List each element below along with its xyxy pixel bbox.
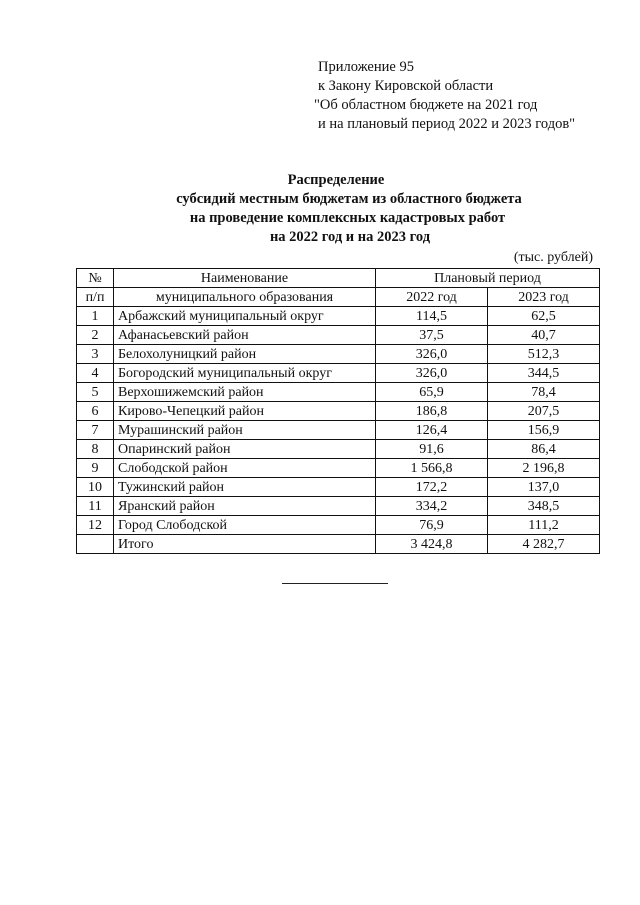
appendix-line-3: "Об областном бюджете на 2021 год bbox=[314, 97, 538, 113]
row-value-2023: 62,5 bbox=[488, 307, 600, 326]
table-row bbox=[77, 345, 600, 364]
document-title bbox=[0, 171, 640, 247]
row-value-2023: 512,3 bbox=[488, 345, 600, 364]
row-value-2022: 326,0 bbox=[376, 364, 488, 383]
row-value-2023: 344,5 bbox=[488, 364, 600, 383]
row-value-2022: 326,0 bbox=[376, 345, 488, 364]
row-value-2022: 126,4 bbox=[376, 421, 488, 440]
table-row bbox=[77, 440, 600, 459]
table-row bbox=[77, 383, 600, 402]
title-line-1: Распределение bbox=[287, 172, 385, 188]
row-name: Мурашинский район bbox=[114, 421, 376, 440]
table-row bbox=[77, 421, 600, 440]
row-name: Тужинский район bbox=[114, 478, 376, 497]
row-value-2023: 156,9 bbox=[488, 421, 600, 440]
row-name: Арбажский муниципальный округ bbox=[114, 307, 376, 326]
header-year-2022: 2022 год bbox=[376, 288, 488, 307]
total-num bbox=[77, 535, 114, 554]
row-num: 9 bbox=[77, 459, 114, 478]
header-name-sub: муниципального образования bbox=[114, 288, 376, 307]
row-name: Опаринский район bbox=[114, 440, 376, 459]
row-value-2023: 86,4 bbox=[488, 440, 600, 459]
title-line-4: на 2022 год и на 2023 год bbox=[269, 229, 431, 245]
row-name: Город Слободской bbox=[114, 516, 376, 535]
end-divider bbox=[282, 583, 388, 584]
row-num: 12 bbox=[77, 516, 114, 535]
row-num: 5 bbox=[77, 383, 114, 402]
header-num-sub: п/п bbox=[77, 288, 114, 307]
header-name-label: Наименование bbox=[200, 270, 289, 286]
row-num: 1 bbox=[77, 307, 114, 326]
subsidy-table bbox=[76, 268, 600, 554]
table-row bbox=[77, 516, 600, 535]
title-line-2: субсидий местным бюджетам из областного бюджета bbox=[176, 191, 522, 207]
units-label: (тыс. рублей) bbox=[513, 250, 593, 265]
table-header-row bbox=[77, 269, 600, 288]
appendix-line-2: к Закону Кировской области bbox=[318, 78, 494, 94]
table-row bbox=[77, 459, 600, 478]
row-value-2022: 114,5 bbox=[376, 307, 488, 326]
row-num: 10 bbox=[77, 478, 114, 497]
row-value-2023: 2 196,8 bbox=[488, 459, 600, 478]
row-name: Слободской район bbox=[114, 459, 376, 478]
row-value-2022: 65,9 bbox=[376, 383, 488, 402]
header-year-2023: 2023 год bbox=[488, 288, 600, 307]
table-row bbox=[77, 478, 600, 497]
row-value-2022: 91,6 bbox=[376, 440, 488, 459]
row-value-2023: 348,5 bbox=[488, 497, 600, 516]
row-num: 7 bbox=[77, 421, 114, 440]
total-2022: 3 424,8 bbox=[376, 535, 488, 554]
row-name: Афанасьевский район bbox=[114, 326, 376, 345]
row-value-2022: 37,5 bbox=[376, 326, 488, 345]
header-num bbox=[77, 269, 114, 288]
row-name: Яранский район bbox=[114, 497, 376, 516]
row-name: Кирово-Чепецкий район bbox=[114, 402, 376, 421]
row-value-2022: 76,9 bbox=[376, 516, 488, 535]
appendix-line-4: и на плановый период 2022 и 2023 годов" bbox=[318, 116, 576, 132]
row-name: Верхошижемский район bbox=[114, 383, 376, 402]
row-name: Богородский муниципальный округ bbox=[114, 364, 376, 383]
table-row bbox=[77, 326, 600, 345]
row-num: 8 bbox=[77, 440, 114, 459]
row-value-2022: 334,2 bbox=[376, 497, 488, 516]
table-row bbox=[77, 307, 600, 326]
header-period: Плановый период bbox=[376, 269, 600, 288]
table-row bbox=[77, 364, 600, 383]
row-num: 4 bbox=[77, 364, 114, 383]
total-2023: 4 282,7 bbox=[488, 535, 600, 554]
header-num-label: № bbox=[88, 270, 102, 286]
row-num: 6 bbox=[77, 402, 114, 421]
total-label: Итого bbox=[114, 535, 376, 554]
title-line-3: на проведение комплексных кадастровых работ bbox=[189, 210, 506, 226]
row-value-2022: 1 566,8 bbox=[376, 459, 488, 478]
table-body bbox=[77, 307, 600, 535]
row-value-2023: 137,0 bbox=[488, 478, 600, 497]
table-row bbox=[77, 497, 600, 516]
row-value-2022: 172,2 bbox=[376, 478, 488, 497]
row-value-2023: 40,7 bbox=[488, 326, 600, 345]
table-total-row bbox=[77, 535, 600, 554]
appendix-note bbox=[314, 58, 576, 134]
row-name: Белохолуницкий район bbox=[114, 345, 376, 364]
header-name bbox=[114, 269, 376, 288]
row-num: 2 bbox=[77, 326, 114, 345]
row-value-2022: 186,8 bbox=[376, 402, 488, 421]
row-num: 11 bbox=[77, 497, 114, 516]
row-num: 3 bbox=[77, 345, 114, 364]
table-subheader-row bbox=[77, 288, 600, 307]
row-value-2023: 111,2 bbox=[488, 516, 600, 535]
row-value-2023: 207,5 bbox=[488, 402, 600, 421]
row-value-2023: 78,4 bbox=[488, 383, 600, 402]
table-row bbox=[77, 402, 600, 421]
appendix-line-1: Приложение 95 bbox=[318, 59, 414, 75]
